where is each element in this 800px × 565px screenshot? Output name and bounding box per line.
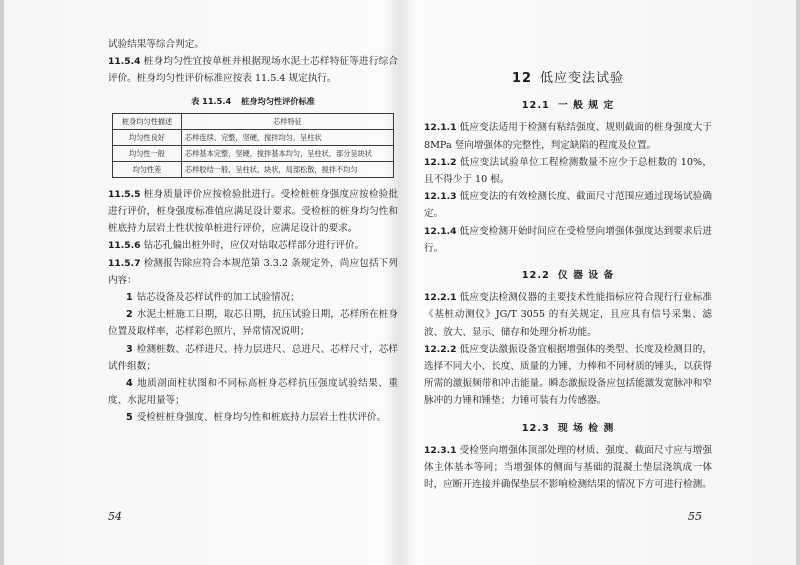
section-heading <box>424 97 712 114</box>
clause-12-3-1 <box>424 442 712 494</box>
chapter-heading <box>424 70 712 87</box>
table-number: 表 11.5.4 <box>191 95 232 106</box>
section-number: 12.1 <box>521 100 550 112</box>
clause-number: 12.1.1 <box>424 122 457 134</box>
clause-text: 桩身均匀性宜按单桩并根据现场水泥土芯样特征等进行综合评价。桩身均匀性评价标准应按表 11.5.4 规定执行。 <box>108 56 398 85</box>
clause-text: 低应变法检测仪器的主要技术性能指标应符合现行行业标准《基桩动测仪》JG/T 3055 的有关规定，且应具有信号采集、滤波、放大、显示、储存和处理分析功能。 <box>424 292 712 338</box>
clause-text: 低应变法的有效检测长度、截面尺寸范围应通过现场试验确定。 <box>424 191 712 220</box>
clause-text: 低应变法试验单位工程检测数量不应少于总桩数的 10%，且不得少于 10 根。 <box>424 156 712 186</box>
table-row <box>113 129 394 145</box>
clause-text: 桩身质量评价应按检验批进行。受检桩桩身强度应按检验批进行评价，桩身强度标准值应满足设计要求。受检桩的桩身均匀性和桩底持力层岩土性状按单桩进行评价，应满足设计的要求。 <box>108 188 398 235</box>
section-title: 一 般 规 定 <box>557 100 615 112</box>
section-heading <box>424 420 712 437</box>
clause-number: 12.1.2 <box>424 156 457 168</box>
table-cell: 芯样基本完整，坚硬，搅拌基本均匀，呈柱状，部分呈块状 <box>182 145 394 161</box>
continuation-text: 试验结果等综合判定。 <box>108 39 204 50</box>
clause-12-2-2 <box>424 341 712 410</box>
clause-number: 12.1.4 <box>424 225 457 237</box>
right-page-edge <box>796 0 800 565</box>
table-header-cell: 桩身均匀性描述 <box>113 113 182 129</box>
item-text: 地质剖面柱状图和不同标高桩身芯样抗压强度试验结果、重度、水泥用量等； <box>108 378 398 407</box>
item-number: 3 <box>126 343 133 355</box>
item-number: 1 <box>126 292 133 304</box>
clause-text: 低应变检测开始时间应在受检竖向增强体强度达到要求后进行。 <box>424 225 712 254</box>
table-cell: 均匀性一般 <box>113 145 182 161</box>
table-cell: 均匀性良好 <box>113 129 182 145</box>
table-caption <box>108 93 398 110</box>
left-page-edge <box>0 0 4 565</box>
clause-text: 低应变法激振设备宜根据增强体的类型、长度及检测目的，选择不同大小、长度、质量的力锤、力棒和不同材质的锤头，以获得所需的激振频带和冲击能量。瞬态激振设备应包括能激发宽脉冲和窄脉冲的力锤和锤垫；力锤可装有力传感器。 <box>424 343 712 407</box>
clause-number: 11.5.5 <box>108 188 141 200</box>
clause-text: 检测报告除应符合本规范第 3.3.2 条规定外，尚应包括下列内容： <box>108 257 398 286</box>
page-number-left: 54 <box>108 510 122 523</box>
item-number: 5 <box>126 412 133 424</box>
item-text: 检测桩数、芯样进尺、持力层进尺、总进尺、芯样尺寸，芯样试件组数； <box>108 343 398 372</box>
table-cell: 芯样胶结一般，呈柱状、块状，局部松散，搅拌不均匀 <box>182 161 394 177</box>
list-item <box>108 341 398 375</box>
section-number: 12.2 <box>521 270 550 282</box>
clause-number: 12.3.1 <box>424 444 457 456</box>
list-item <box>108 289 398 306</box>
item-number: 2 <box>126 309 133 321</box>
clause-11-5-4 <box>108 53 398 87</box>
list-item <box>108 306 398 340</box>
page-number-right: 55 <box>688 510 702 523</box>
clause-12-2-1 <box>424 289 712 341</box>
chapter-title: 低应变法试验 <box>540 71 625 86</box>
table-title: 桩身均匀性评价标准 <box>241 95 315 106</box>
table-cell: 芯样连续、完整，坚硬，搅拌均匀，呈柱状 <box>182 129 394 145</box>
clause-11-5-6 <box>108 237 398 254</box>
list-item <box>108 409 398 426</box>
uniformity-table <box>112 113 394 178</box>
clause-12-1-2 <box>424 154 712 188</box>
item-text: 受检桩桩身强度、桩身均匀性和桩底持力层岩土性状评价。 <box>136 412 387 424</box>
table-header-row <box>113 113 394 129</box>
clause-text: 钻芯孔偏出桩外时，应仅对钻取芯样部分进行评价。 <box>143 240 365 252</box>
list-item <box>108 375 398 409</box>
clause-number: 11.5.7 <box>108 257 141 269</box>
clause-12-1-3 <box>424 188 712 222</box>
clause-number: 12.2.1 <box>424 292 457 304</box>
section-heading <box>424 267 712 284</box>
table-row <box>113 145 394 161</box>
clause-12-1-4 <box>424 223 712 257</box>
right-page <box>424 36 712 493</box>
table-header-cell: 芯样特征 <box>182 113 394 129</box>
clause-number: 12.1.3 <box>424 191 457 203</box>
section-title: 现 场 检 测 <box>557 422 615 434</box>
clause-text: 受检竖向增强体顶部处理的材质、强度、截面尺寸应与增强体主体基本等同；当增强体的侧面与基础的混凝土垫层浇筑成一体时，应断开连接并确保垫层不影响检测结果的情况下方可进行检测。 <box>424 444 712 491</box>
table-cell: 均匀性差 <box>113 161 182 177</box>
chapter-number: 12 <box>511 71 533 86</box>
left-page <box>108 36 398 427</box>
clause-11-5-7 <box>108 255 398 289</box>
item-text: 钻芯设备及芯样试件的加工试验情况； <box>136 292 300 304</box>
item-number: 4 <box>126 378 133 390</box>
clause-11-5-5 <box>108 186 398 238</box>
clause-12-1-1 <box>424 119 712 153</box>
item-text: 水泥土桩施工日期，取芯日期，抗压试验日期，芯样所在桩身位置及取样率，芯样彩色照片，异常情况说明； <box>108 309 398 338</box>
clause-number: 11.5.6 <box>108 240 141 252</box>
section-number: 12.3 <box>521 422 550 434</box>
clause-number: 11.5.4 <box>108 56 141 68</box>
table-row <box>113 161 394 177</box>
section-title: 仪 器 设 备 <box>557 270 615 282</box>
clause-text: 低应变法适用于检测有粘结强度、规则截面的桩身强度大于 8MPa 竖向增强体的完整性，判定缺陷的程度及位置。 <box>424 122 712 151</box>
clause-number: 12.2.2 <box>424 343 457 355</box>
